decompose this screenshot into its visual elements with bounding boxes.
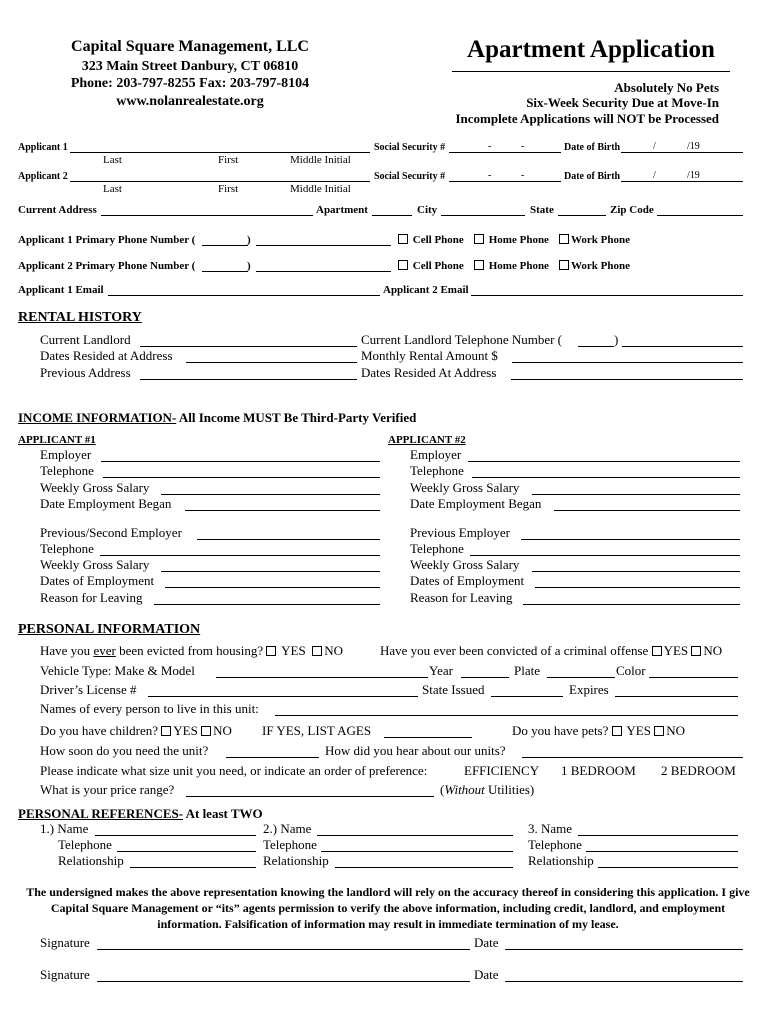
personal-info-heading: PERSONAL INFORMATION	[18, 622, 201, 637]
names-living-field[interactable]	[275, 715, 738, 716]
city-label: City	[417, 204, 438, 216]
reason-leaving-label: Reason for Leaving	[40, 590, 143, 605]
zip-field[interactable]	[657, 215, 743, 216]
home-phone-option[interactable]	[474, 234, 549, 246]
signature-label: Signature	[40, 967, 90, 982]
dates-resided-at-label: Dates Resided At Address	[361, 365, 497, 380]
a2-employer-field[interactable]	[468, 461, 740, 462]
checkbox[interactable]	[474, 234, 484, 244]
children-no-checkbox[interactable]	[201, 726, 211, 736]
title-underline	[452, 71, 730, 72]
reason-leaving-label: Reason for Leaving	[410, 590, 513, 605]
dates-resided-field[interactable]	[186, 362, 357, 363]
ssn-label: Social Security #	[374, 142, 446, 153]
ref1-telephone-field[interactable]	[117, 851, 256, 852]
a1-employer-field[interactable]	[101, 461, 380, 462]
ref1-relationship-label: Relationship	[58, 853, 124, 868]
dob-slash: /	[653, 141, 656, 152]
expires-label: Expires	[569, 682, 609, 697]
ssn-dash: -	[521, 170, 525, 181]
ssn-dash: -	[488, 141, 492, 152]
yes-label: YES	[626, 723, 651, 738]
cell-phone-label: Cell Phone	[412, 234, 464, 246]
applicant2-income-label: APPLICANT #2	[388, 434, 466, 446]
no-label: NO	[324, 643, 343, 658]
without-post: Utilities)	[484, 782, 535, 797]
checkbox[interactable]	[474, 260, 484, 270]
ref3-relationship-field[interactable]	[598, 867, 738, 868]
evicted-ever: ever	[93, 643, 116, 658]
price-range-field[interactable]	[186, 796, 434, 797]
work-phone-option[interactable]	[559, 260, 630, 272]
home-phone-option[interactable]	[474, 260, 549, 272]
unit-size-label: Please indicate what size unit you need, or indicate an order of preference:	[40, 763, 428, 778]
applicant2-ssn-field[interactable]	[449, 181, 561, 182]
ref2-relationship-label: Relationship	[263, 853, 329, 868]
applicant2-name-field[interactable]	[70, 181, 370, 182]
a2-prev-employer-field[interactable]	[521, 539, 740, 540]
ssn-label: Social Security #	[374, 171, 446, 182]
ref2-name-label: 2.) Name	[263, 821, 312, 836]
employer-label: Employer	[40, 447, 92, 462]
applicant1-area-code-field[interactable]	[202, 245, 248, 246]
work-phone-label: Work Phone	[571, 260, 630, 272]
yes-label: YES	[663, 643, 689, 658]
a1-prev-telephone-field[interactable]	[100, 555, 380, 556]
ref2-relationship-field[interactable]	[335, 867, 513, 868]
date-label: Date	[474, 935, 499, 950]
telephone-label: Telephone	[40, 463, 94, 478]
expires-field[interactable]	[615, 696, 738, 697]
a1-telephone-field[interactable]	[103, 477, 380, 478]
applicant2-label: Applicant 2	[18, 171, 68, 182]
company-name: Capital Square Management, LLC	[71, 38, 309, 55]
applicant1-label: Applicant 1	[18, 142, 68, 153]
vehicle-year-field[interactable]	[461, 677, 509, 678]
disclaimer-text: The undersigned makes the above representation knowing the landlord will rely on the accuracy thereof in considering this application. I give Capital Square Management or “its” agents permission to verify the above information, including credit, landlord, and employment information. Falsification of information may result in immediate termination of my lease.	[26, 885, 750, 931]
how-soon-label: How soon do you need the unit?	[40, 743, 209, 758]
cell-phone-option[interactable]	[398, 260, 464, 272]
evicted-yes-checkbox[interactable]	[266, 646, 276, 656]
ref2-telephone-field[interactable]	[321, 851, 513, 852]
applicant2-phone-field[interactable]	[256, 271, 391, 272]
how-soon-field[interactable]	[226, 757, 319, 758]
convicted-yes-checkbox[interactable]	[652, 646, 662, 656]
yes-label: YES	[173, 723, 198, 738]
weekly-salary-label: Weekly Gross Salary	[40, 480, 150, 495]
evicted-post: been evicted from housing?	[115, 643, 264, 658]
dates-resided-at-field[interactable]	[511, 379, 743, 380]
without-pre: (	[440, 782, 445, 797]
signature-field-1[interactable]	[97, 949, 470, 950]
children-ages-field[interactable]	[384, 737, 472, 738]
ref3-telephone-field[interactable]	[586, 851, 738, 852]
evicted-question	[40, 643, 343, 659]
state-issued-field[interactable]	[491, 696, 563, 697]
ref3-name-field[interactable]	[578, 835, 738, 836]
pets-no-checkbox[interactable]	[654, 726, 664, 736]
pets-question	[512, 723, 685, 739]
references-heading-title: PERSONAL REFERENCES-	[18, 806, 184, 821]
notice-security: Six-Week Security Due at Move-In	[526, 95, 719, 110]
one-bedroom-option[interactable]: 1 BEDROOM	[561, 763, 636, 778]
a2-reason-leaving-field[interactable]	[523, 604, 740, 605]
yes-label: YES	[281, 643, 306, 658]
signature-field-2[interactable]	[97, 981, 470, 982]
current-address-label: Current Address	[18, 204, 97, 216]
dates-employment-label: Dates of Employment	[40, 573, 155, 588]
no-label: NO	[703, 643, 723, 658]
a1-dates-employment-field[interactable]	[165, 587, 380, 588]
ref1-name-label: 1.) Name	[40, 821, 89, 836]
notice-no-pets: Absolutely No Pets	[614, 80, 719, 95]
paren: )	[247, 260, 251, 272]
applicant1-ssn-field[interactable]	[449, 152, 561, 153]
dob-label: Date of Birth	[564, 142, 621, 153]
telephone-label: Telephone	[40, 541, 94, 556]
date-label: Date	[474, 967, 499, 982]
landlord-phone-label: Current Landlord Telephone Number (	[361, 332, 563, 347]
children-label: Do you have children?	[40, 723, 159, 738]
previous-address-label: Previous Address	[40, 365, 131, 380]
convicted-no-checkbox[interactable]	[691, 646, 701, 656]
a2-prev-salary-field[interactable]	[532, 571, 740, 572]
a2-date-began-field[interactable]	[554, 510, 740, 511]
checkbox[interactable]	[398, 234, 408, 244]
home-phone-label: Home Phone	[488, 260, 549, 272]
dates-resided-label: Dates Resided at Address	[40, 348, 173, 363]
vehicle-color-field[interactable]	[649, 677, 738, 678]
references-heading-note: At least TWO	[183, 806, 263, 821]
income-heading-title: INCOME INFORMATION-	[18, 410, 177, 425]
paren: )	[614, 332, 619, 347]
ref2-name-field[interactable]	[317, 835, 513, 836]
ref1-name-field[interactable]	[95, 835, 256, 836]
work-phone-label: Work Phone	[571, 234, 630, 246]
first-caption: First	[218, 183, 239, 195]
no-label: NO	[213, 723, 232, 738]
checkbox[interactable]	[559, 260, 569, 270]
license-field[interactable]	[148, 696, 418, 697]
current-landlord-field[interactable]	[140, 346, 357, 347]
without-word: Without	[444, 782, 485, 797]
references-heading	[18, 806, 263, 822]
state-field[interactable]	[558, 215, 606, 216]
applicant1-email-field[interactable]	[108, 295, 380, 296]
how-hear-field[interactable]	[522, 757, 743, 758]
plate-label: Plate	[514, 663, 540, 678]
weekly-salary-label: Weekly Gross Salary	[410, 480, 520, 495]
applicant1-income-label: APPLICANT #1	[18, 434, 96, 446]
applicant2-area-code-field[interactable]	[202, 271, 248, 272]
current-address-field[interactable]	[101, 215, 313, 216]
dob-slash: /	[653, 170, 656, 181]
applicant2-dob-field[interactable]	[621, 181, 743, 182]
dates-employment-label: Dates of Employment	[410, 573, 525, 588]
telephone-label: Telephone	[410, 463, 464, 478]
ref3-relationship-label: Relationship	[528, 853, 594, 868]
applicant1-name-field[interactable]	[70, 152, 370, 153]
checkbox[interactable]	[559, 234, 569, 244]
monthly-rent-label: Monthly Rental Amount $	[361, 348, 498, 363]
checkbox[interactable]	[398, 260, 408, 270]
employer-label: Employer	[410, 447, 462, 462]
a1-reason-leaving-field[interactable]	[154, 604, 380, 605]
names-living-label: Names of every person to live in this unit:	[40, 701, 259, 716]
monthly-rent-field[interactable]	[512, 362, 743, 363]
cell-phone-label: Cell Phone	[412, 260, 464, 272]
form-title: Apartment Application	[467, 36, 715, 63]
ref1-relationship-field[interactable]	[130, 867, 256, 868]
a2-weekly-salary-field[interactable]	[532, 494, 740, 495]
a1-date-began-field[interactable]	[185, 510, 380, 511]
how-hear-label: How did you hear about our units?	[325, 743, 506, 758]
price-range-label: What is your price range?	[40, 782, 175, 797]
state-issued-label: State Issued	[422, 682, 485, 697]
pets-yes-checkbox[interactable]	[612, 726, 622, 736]
ref2-telephone-label: Telephone	[263, 837, 317, 852]
applicant1-phone-label: Applicant 1 Primary Phone Number (	[18, 234, 196, 246]
pets-label: Do you have pets?	[512, 723, 609, 738]
dob-label: Date of Birth	[564, 171, 621, 182]
date-field-2[interactable]	[505, 981, 743, 982]
weekly-salary-label: Weekly Gross Salary	[410, 557, 520, 572]
applicant1-email-label: Applicant 1 Email	[18, 284, 104, 296]
prev-employer-label: Previous Employer	[410, 525, 511, 540]
a1-prev-salary-field[interactable]	[161, 571, 380, 572]
current-landlord-label: Current Landlord	[40, 332, 131, 347]
middle-caption: Middle Initial	[290, 154, 351, 166]
a2-telephone-field[interactable]	[472, 477, 740, 478]
if-yes-label: IF YES, LIST AGES	[262, 723, 372, 738]
evicted-no-checkbox[interactable]	[312, 646, 322, 656]
state-label: State	[530, 204, 554, 216]
evicted-pre: Have you	[40, 643, 94, 658]
company-website: www.nolanrealestate.org	[116, 94, 264, 109]
dob-year: /19	[687, 170, 700, 181]
vehicle-make-field[interactable]	[216, 677, 428, 678]
convicted-label: Have you ever been convicted of a criminal offense	[380, 643, 649, 658]
applicant2-email-field[interactable]	[471, 295, 743, 296]
last-caption: Last	[103, 154, 122, 166]
company-address: 323 Main Street Danbury, CT 06810	[81, 59, 299, 74]
middle-caption: Middle Initial	[290, 183, 351, 195]
weekly-salary-label: Weekly Gross Salary	[40, 557, 150, 572]
date-field-1[interactable]	[505, 949, 743, 950]
work-phone-option[interactable]	[559, 234, 630, 246]
signature-label: Signature	[40, 935, 90, 950]
landlord-phone-field[interactable]	[622, 346, 743, 347]
children-yes-checkbox[interactable]	[161, 726, 171, 736]
ref1-telephone-label: Telephone	[58, 837, 112, 852]
vehicle-plate-field[interactable]	[547, 677, 615, 678]
last-caption: Last	[103, 183, 122, 195]
date-began-label: Date Employment Began	[410, 496, 542, 511]
applicant2-phone-label: Applicant 2 Primary Phone Number (	[18, 260, 196, 272]
a1-weekly-salary-field[interactable]	[161, 494, 380, 495]
notice-incomplete: Incomplete Applications will NOT be Processed	[455, 111, 719, 126]
year-label: Year	[429, 663, 453, 678]
applicant2-email-label: Applicant 2 Email	[383, 284, 469, 296]
without-utilities	[440, 782, 534, 798]
license-label: Driver’s License #	[40, 682, 137, 697]
ssn-dash: -	[488, 170, 492, 181]
a2-dates-employment-field[interactable]	[535, 587, 740, 588]
color-label: Color	[616, 663, 646, 678]
dob-year: /19	[687, 141, 700, 152]
city-field[interactable]	[441, 215, 525, 216]
efficiency-option[interactable]: EFFICIENCY	[464, 763, 540, 778]
a2-prev-telephone-field[interactable]	[470, 555, 740, 556]
zip-label: Zip Code	[610, 204, 654, 216]
landlord-area-code-field[interactable]	[578, 346, 614, 347]
apartment-field[interactable]	[372, 215, 412, 216]
applicant1-phone-field[interactable]	[256, 245, 391, 246]
date-began-label: Date Employment Began	[40, 496, 172, 511]
first-caption: First	[218, 154, 239, 166]
rental-history-heading: RENTAL HISTORY	[18, 310, 142, 325]
ssn-dash: -	[521, 141, 525, 152]
home-phone-label: Home Phone	[488, 234, 549, 246]
applicant1-dob-field[interactable]	[621, 152, 743, 153]
prev-second-employer-label: Previous/Second Employer	[40, 525, 182, 540]
previous-address-field[interactable]	[140, 379, 357, 380]
children-question	[40, 723, 232, 739]
ref3-telephone-label: Telephone	[528, 837, 582, 852]
company-phone-fax: Phone: 203-797-8255 Fax: 203-797-8104	[70, 76, 310, 91]
paren: )	[247, 234, 251, 246]
a1-prev-employer-field[interactable]	[197, 539, 380, 540]
income-heading	[18, 410, 416, 426]
apartment-label: Apartment	[316, 204, 368, 216]
ref3-name-label: 3. Name	[528, 821, 573, 836]
no-label: NO	[666, 723, 686, 738]
two-bedroom-option[interactable]: 2 BEDROOM	[661, 763, 736, 778]
convicted-question	[380, 643, 722, 659]
vehicle-label: Vehicle Type: Make & Model	[40, 663, 195, 678]
income-heading-note: All Income MUST Be Third-Party Verified	[178, 410, 417, 425]
cell-phone-option[interactable]	[398, 234, 464, 246]
telephone-label: Telephone	[410, 541, 464, 556]
